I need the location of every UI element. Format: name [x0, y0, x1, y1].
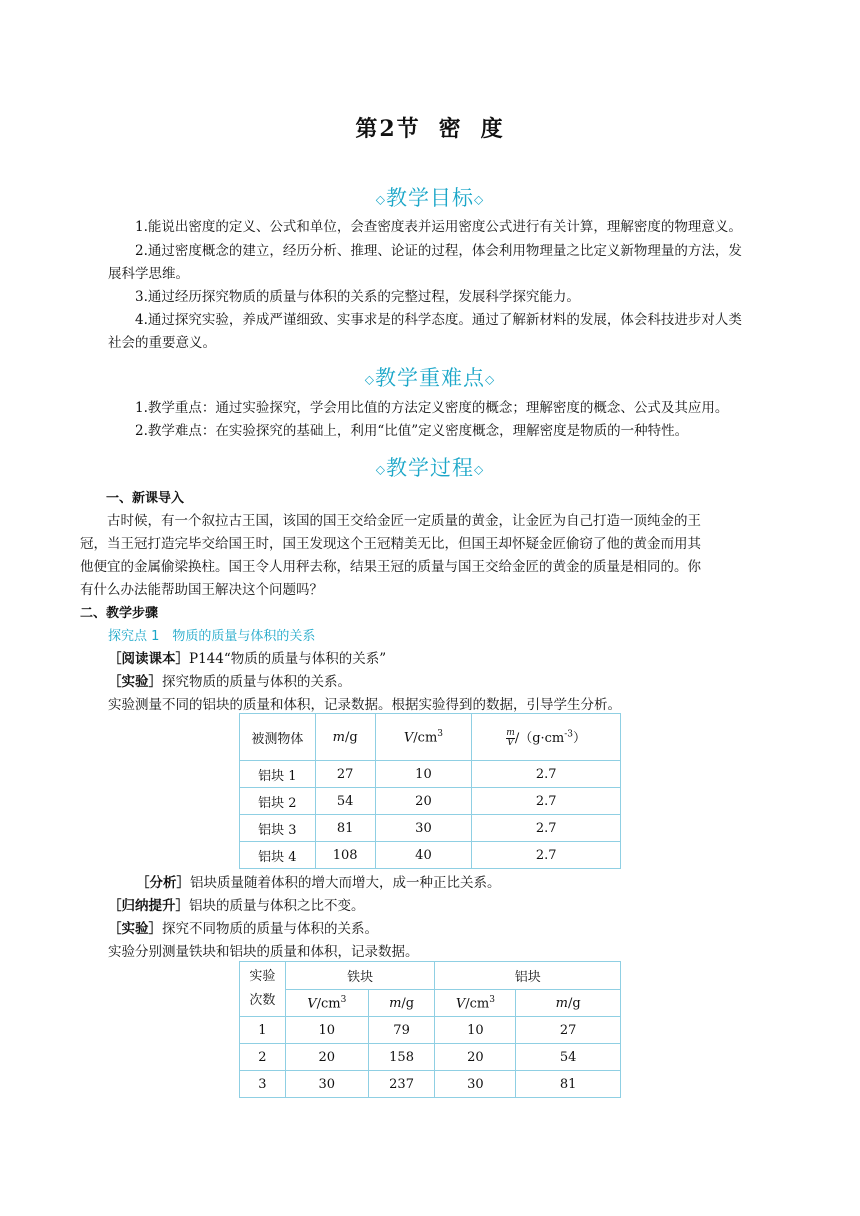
cell-ratio: 2.7 [472, 788, 621, 815]
summary [108, 896, 788, 917]
exp-text: 探究物质的质量与体积的关系。 [162, 674, 351, 690]
keypoint-difficulty: 2.教学难点：在实验探究的基础上，利用“比值”定义密度概念，理解密度是物质的一种特性。 [135, 423, 689, 439]
header-iron: 铁块 [285, 962, 435, 990]
section-heading-process [0, 452, 860, 482]
volume-exponent: 3 [489, 994, 495, 1005]
cell-iron-mass: 79 [368, 1017, 435, 1044]
cell-ratio: 2.7 [472, 815, 621, 842]
cell-alu-volume: 30 [435, 1071, 516, 1098]
header-mass [315, 714, 375, 761]
cell-mass: 108 [315, 842, 375, 869]
explore-point-1: 探究点 1 物质的质量与体积的关系 [108, 629, 316, 644]
table-row [240, 842, 621, 869]
cell-alu-volume: 20 [435, 1044, 516, 1071]
intro-line-3: 他便宜的金属偷梁换柱。国王令人用秤去称，结果王冠的质量与国王交给金匠的黄金的质量是相同的。你 [80, 559, 701, 575]
cell-alu-volume: 10 [435, 1017, 516, 1044]
cell-ratio: 2.7 [472, 761, 621, 788]
table-row [240, 815, 621, 842]
volume-unit: /cm [465, 996, 490, 1012]
title-section-number: 第2节 [355, 116, 421, 142]
cell-name: 铝块 1 [240, 761, 316, 788]
intro-line-2: 冠，当王冠打造完毕交给国王时，国王发现这个王冠精美无比，但国王却怀疑金匠偷窃了他的黄金而用其 [80, 536, 701, 552]
cell-volume: 30 [375, 815, 472, 842]
ratio-exponent: -3 [564, 729, 574, 740]
volume-unit: /cm [316, 996, 341, 1012]
section-heading-process-text: 教学过程 [386, 456, 474, 480]
diamond-icon: ◇ [474, 462, 485, 477]
header-iron-mass [368, 990, 435, 1017]
analysis-tag: ［分析］ [136, 875, 190, 891]
cell-name: 铝块 4 [240, 842, 316, 869]
diamond-icon: ◇ [485, 372, 496, 387]
cell-alu-mass: 27 [516, 1017, 621, 1044]
header-alu-mass [516, 990, 621, 1017]
table-subheader-row [240, 990, 621, 1017]
volume-unit: /cm [413, 730, 438, 746]
cell-iron-volume: 10 [285, 1017, 368, 1044]
experiment-1-desc: 实验测量不同的铝块的质量和体积，记录数据。根据实验得到的数据，引导学生分析。 [108, 697, 621, 713]
cell-ratio: 2.7 [472, 842, 621, 869]
section-heading-goals-text: 教学目标 [386, 186, 474, 210]
summary-text: 铝块的质量与体积之比不变。 [189, 898, 365, 914]
volume-exponent: 3 [340, 994, 347, 1005]
header-count-line-2: 次数 [249, 993, 276, 1008]
cell-count: 3 [240, 1071, 286, 1098]
cell-iron-mass: 237 [368, 1071, 435, 1098]
read-tag: ［阅读课本］ [108, 651, 189, 667]
cell-mass: 81 [315, 815, 375, 842]
page-title [0, 112, 860, 143]
mass-unit: /g [567, 995, 581, 1011]
title-char-2: 度 [480, 116, 505, 142]
table-header-row [240, 962, 621, 990]
exp-tag: ［实验］ [108, 674, 162, 690]
table-row [240, 761, 621, 788]
goal-2: 2.通过密度概念的建立，经历分析、推理、论证的过程，体会利用物理量之比定义新物理量的方法，发 [135, 243, 742, 259]
cell-alu-mass: 54 [516, 1044, 621, 1071]
cell-iron-volume: 30 [285, 1071, 368, 1098]
experiment-1 [108, 672, 788, 693]
intro-line-1: 古时候，有一个叙拉古王国，该国的国王交给金匠一定质量的黄金，让金匠为自己打造一顶纯金的王 [107, 513, 701, 529]
header-alu-volume [435, 990, 516, 1017]
cell-iron-volume: 20 [285, 1044, 368, 1071]
ratio-close: ） [573, 730, 587, 746]
section-heading-goals [0, 182, 860, 212]
cell-volume: 40 [375, 842, 472, 869]
cell-count: 1 [240, 1017, 286, 1044]
diamond-icon: ◇ [375, 462, 386, 477]
goal-2-cont: 展科学思维。 [108, 266, 189, 282]
summary-tag: ［归纳提升］ [108, 898, 189, 914]
table-row [240, 1017, 621, 1044]
table-row [240, 788, 621, 815]
goal-4: 4.通过探究实验，养成严谨细致、实事求是的科学态度。通过了解新材料的发展，体会科技进步对人类 [135, 312, 742, 328]
diamond-icon: ◇ [364, 372, 375, 387]
title-char-1: 密 [438, 116, 463, 142]
header-iron-volume [285, 990, 368, 1017]
cell-name: 铝块 3 [240, 815, 316, 842]
cell-alu-mass: 81 [516, 1071, 621, 1098]
analysis [136, 873, 786, 894]
mass-symbol: m [555, 995, 568, 1011]
cell-volume: 10 [375, 761, 472, 788]
keypoint-focus: 1.教学重点：通过实验探究，学会用比值的方法定义密度的概念；理解密度的概念、公式及其应用。 [135, 400, 729, 416]
section-heading-keypoints [0, 362, 860, 392]
header-volume [375, 714, 472, 761]
diamond-icon: ◇ [375, 192, 386, 207]
header-aluminum: 铝块 [435, 962, 621, 990]
experiment-2 [108, 919, 788, 940]
volume-exponent: 3 [437, 728, 444, 739]
experiment-2-desc: 实验分别测量铁块和铝块的质量和体积，记录数据。 [108, 944, 419, 960]
cell-mass: 27 [315, 761, 375, 788]
fraction-denominator: V [507, 737, 514, 748]
table-row [240, 1071, 621, 1098]
mass-unit: /g [401, 995, 415, 1011]
mass-unit: /g [344, 729, 358, 745]
goal-1: 1.能说出密度的定义、公式和单位，会查密度表并运用密度公式进行有关计算，理解密度的物理意义。 [135, 219, 742, 235]
mass-symbol: m [332, 729, 345, 745]
diamond-icon: ◇ [474, 192, 485, 207]
read-text: P144“物质的质量与体积的关系” [189, 651, 387, 667]
cell-mass: 54 [315, 788, 375, 815]
header-count-line-1: 实验 [249, 969, 276, 984]
header-object: 被测物体 [240, 714, 316, 761]
iron-aluminum-table [239, 961, 621, 1098]
cell-name: 铝块 2 [240, 788, 316, 815]
cell-volume: 20 [375, 788, 472, 815]
intro-line-4: 有什么办法能帮助国王解决这个问题吗？ [80, 582, 323, 598]
goal-4-cont: 社会的重要意义。 [108, 335, 216, 351]
volume-symbol: V [403, 730, 414, 746]
volume-symbol: V [307, 996, 317, 1012]
exp2-text: 探究不同物质的质量与体积的关系。 [162, 921, 378, 937]
section-heading-keypoints-text: 教学重难点 [375, 366, 485, 390]
volume-symbol: V [455, 996, 466, 1012]
ratio-unit: /（g·cm [514, 730, 565, 746]
steps-heading: 二、教学步骤 [80, 606, 159, 621]
table-header-row [240, 714, 621, 761]
read-textbook [108, 649, 788, 670]
cell-iron-mass: 158 [368, 1044, 435, 1071]
exp2-tag: ［实验］ [108, 921, 162, 937]
intro-heading: 一、新课导入 [106, 491, 185, 506]
cell-count: 2 [240, 1044, 286, 1071]
header-ratio [472, 714, 621, 761]
header-count [240, 962, 286, 1017]
fraction-numerator: m [506, 727, 515, 738]
aluminum-table [239, 713, 621, 869]
ratio-fraction [506, 729, 515, 748]
table-row [240, 1044, 621, 1071]
goal-3: 3.通过经历探究物质的质量与体积的关系的完整过程，发展科学探究能力。 [135, 289, 580, 305]
mass-symbol: m [389, 995, 402, 1011]
analysis-text: 铝块质量随着体积的增大而增大，成一种正比关系。 [190, 875, 501, 891]
